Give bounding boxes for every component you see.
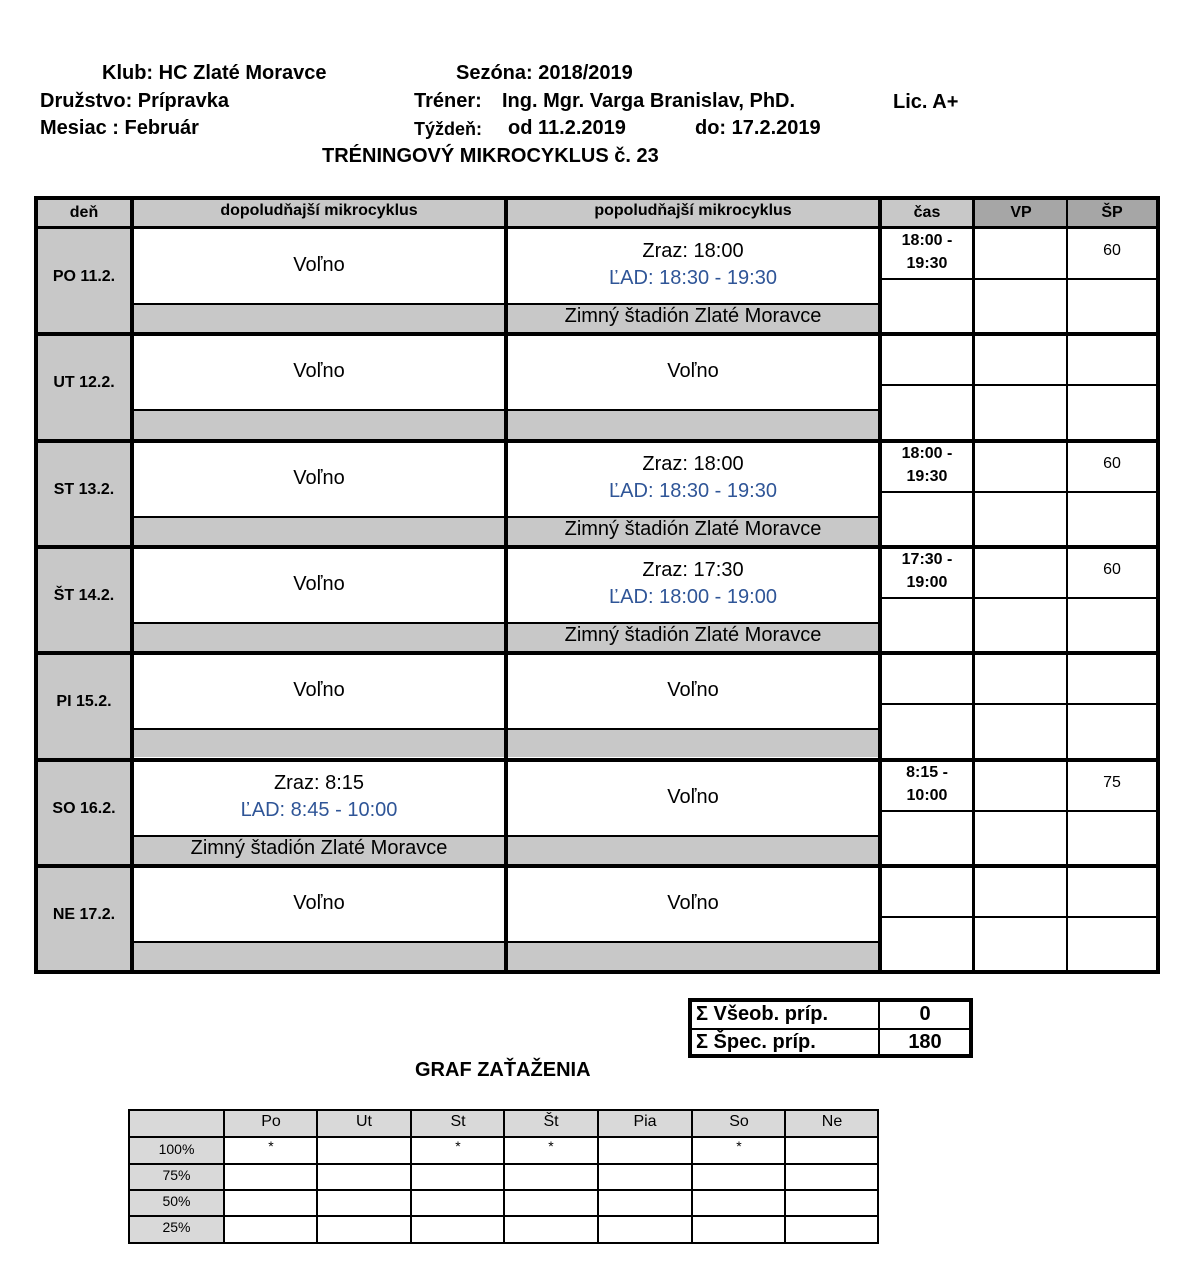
graph-row-divider [130,1163,877,1165]
column-divider [1066,200,1068,970]
col-morning: dopoludňajší mikrocyklus [220,202,418,219]
graph-day-label: Ne [821,1113,843,1130]
graph-load-mark: * [548,1138,554,1154]
afternoon-location: Zimný štadión Zlaté Moravce [564,623,822,646]
week-to: do: 17.2.2019 [695,117,821,139]
graph-day-label: St [450,1113,466,1130]
graph-level-label: 100% [158,1141,195,1157]
col-day: deň [69,204,99,221]
morning-activity: Voľno [293,254,345,276]
afternoon-activity: Voľno [667,360,719,383]
day-separator [38,332,1156,336]
col-vp: VP [1010,204,1032,221]
load-graph-table [128,1109,879,1244]
graph-load-mark: * [736,1138,742,1154]
sum-general-value: 0 [919,1003,931,1025]
afternoon-location-strip [508,728,878,757]
week-from: od 11.2.2019 [508,117,626,139]
afternoon-location: Zimný štadión Zlaté Moravce [564,517,822,540]
graph-day-label: Po [261,1113,281,1130]
half-row-divider [882,384,1156,386]
afternoon-activity: Voľno [667,679,719,702]
sum-special-value: 180 [908,1031,942,1053]
strip-divider [134,409,878,411]
license-label: Lic. A+ [893,91,959,113]
day-separator [38,545,1156,549]
sums-table [688,998,973,1058]
afternoon-activity: Voľno [667,891,719,914]
afternoon-meeting: Zraz: 18:00 [642,452,744,475]
day-label: UT 12.2. [53,374,115,392]
day-label: PO 11.2. [52,268,116,285]
morning-meeting: Zraz: 8:15 [273,771,365,794]
sum-general-label: Σ Všeob. príp. [696,1003,829,1025]
afternoon-meeting: Zraz: 17:30 [642,558,744,581]
afternoon-ice-time: ĽAD: 18:00 - 19:00 [609,585,777,608]
coach-label: Tréner: [414,90,482,112]
time-end: 19:00 [906,573,948,591]
half-row-divider [882,278,1156,280]
time-start: 18:00 - [901,232,953,249]
week-label: Týždeň: [414,119,483,139]
afternoon-ice-time: ĽAD: 18:30 - 19:30 [609,267,777,289]
half-row-divider [882,810,1156,812]
afternoon-location-strip [508,941,878,970]
day-separator [38,439,1156,443]
morning-location-strip [134,728,504,757]
season-value: 2018/2019 [538,62,633,84]
team-value: Prípravka [137,90,229,112]
graph-day-label: So [729,1113,749,1130]
morning-activity: Voľno [293,891,345,914]
graph-row-divider [130,1189,877,1191]
team-label: Družstvo: Prípravka [40,90,229,112]
morning-activity: Voľno [293,360,345,383]
day-label: PI 15.2. [56,693,112,711]
morning-location-strip [134,303,504,332]
graph-day-label: Št [543,1113,559,1130]
morning-location-strip [134,409,504,438]
sp-value: 60 [1103,242,1121,259]
morning-activity: Voľno [293,466,345,489]
half-row-divider [882,703,1156,705]
day-label: SO 16.2. [52,799,116,817]
graph-title: GRAF ZAŤAŽENIA [415,1059,591,1081]
graph-load-mark: * [268,1138,274,1154]
day-separator [38,758,1156,762]
graph-level-label: 25% [162,1219,191,1235]
morning-location-strip [134,622,504,651]
day-label: ŠT 14.2. [53,586,115,604]
col-afternoon: popoludňajší mikrocyklus [594,202,792,219]
column-divider [972,200,975,970]
graph-load-mark: * [455,1138,461,1154]
sum-special-label: Σ Špec. príp. [696,1031,816,1053]
afternoon-meeting: Zraz: 18:00 [642,240,744,262]
strip-divider [134,941,878,943]
coach-name: Ing. Mgr. Varga Branislav, PhD. [502,90,796,112]
time-end: 19:30 [906,467,948,485]
strip-divider [134,728,878,730]
graph-level-label: 50% [162,1193,191,1209]
afternoon-location-strip [508,409,878,438]
microcycle-table [34,196,1160,974]
morning-location-strip [134,516,504,545]
sp-value: 60 [1103,560,1121,578]
page-title: TRÉNINGOVÝ MIKROCYKLUS č. 23 [322,145,659,167]
half-row-divider [882,916,1156,918]
day-separator [38,864,1156,868]
graph-level-label: 75% [162,1167,191,1183]
club-name: HC Zlaté Moravce [158,62,327,84]
month-value: Február [124,117,199,139]
afternoon-activity: Voľno [667,785,719,808]
afternoon-location: Zimný štadión Zlaté Moravce [564,305,822,327]
graph-day-label: Pia [633,1113,657,1130]
time-start: 17:30 - [901,550,953,568]
graph-row-divider [130,1215,877,1217]
day-label: NE 17.2. [52,905,116,923]
month-label: Mesiac : Február [40,117,199,139]
time-start: 18:00 - [901,444,953,462]
sp-value: 75 [1103,773,1121,791]
graph-day-label: Ut [356,1113,372,1130]
afternoon-ice-time: ĽAD: 18:30 - 19:30 [609,479,777,502]
time-end: 19:30 [906,255,948,272]
morning-activity: Voľno [293,572,345,595]
col-sp: ŠP [1101,204,1123,221]
morning-activity: Voľno [293,679,345,702]
day-label: ST 13.2. [53,480,115,498]
day-separator [38,651,1156,655]
half-row-divider [882,491,1156,493]
col-time: čas [913,204,941,221]
morning-ice-time: ĽAD: 8:45 - 10:00 [240,798,398,821]
club-label: Klub: HC Zlaté Moravce [102,62,327,84]
afternoon-location-strip [508,835,878,864]
half-row-divider [882,597,1156,599]
sp-value: 60 [1103,454,1121,472]
time-end: 10:00 [906,786,948,804]
time-start: 8:15 - [906,763,948,781]
season-label: Sezóna: 2018/2019 [456,62,633,84]
header-divider [38,226,1156,229]
morning-location: Zimný štadión Zlaté Moravce [190,836,448,859]
morning-location-strip [134,941,504,970]
